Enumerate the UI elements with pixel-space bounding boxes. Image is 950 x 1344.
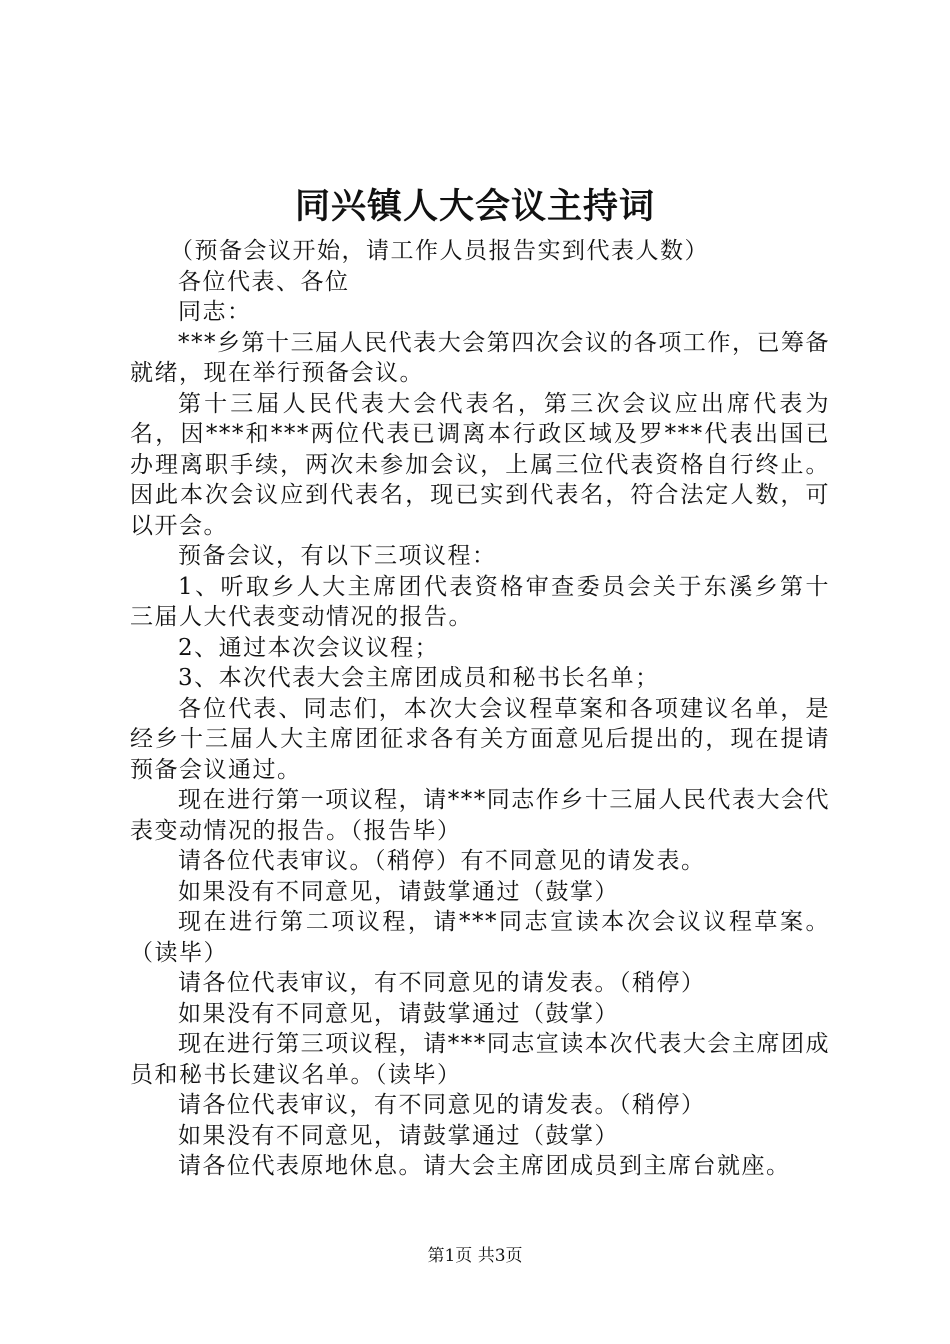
paragraph: 请各位代表审议，有不同意见的请发表。（稍停）: [178, 970, 706, 996]
paragraph: 现在进行第三项议程，请***同志宣读本次代表大会主席团成员和秘书长建议名单。（读毕）: [130, 1031, 830, 1088]
paragraph: 现在进行第二项议程，请***同志宣读本次会议议程草案。（读毕）: [130, 909, 830, 966]
paragraph: 各位代表、同志们，本次大会议程草案和各项建议名单，是经乡十三届人大主席团征求各有关方面意见后提出的，现在提请预备会议通过。: [130, 695, 830, 783]
paragraph: 预备会议，有以下三项议程：: [178, 543, 497, 569]
paragraph: 第十三届人民代表大会代表名，第三次会议应出席代表为名，因***和***两位代表已调离本行政区域及罗***代表出国已办理离职手续，两次未参加会议，上属三位代表资格自行终止。因此本次会议应到代表名，现已实到代表名，符合法定人数，可以开会。: [130, 390, 830, 539]
paragraph: 3、本次代表大会主席团成员和秘书长名单；: [178, 665, 660, 691]
document-body: [130, 236, 830, 1182]
paragraph: 1、听取乡人大主席团代表资格审查委员会关于东溪乡第十三届人大代表变动情况的报告。: [130, 573, 830, 630]
paragraph: ***乡第十三届人民代表大会第四次会议的各项工作，已筹备就绪，现在举行预备会议。: [130, 329, 830, 386]
paragraph: 同志：: [178, 299, 252, 325]
paragraph: 各位代表、各位: [178, 268, 350, 295]
paragraph: 现在进行第一项议程，请***同志作乡十三届人民代表大会代表变动情况的报告。（报告毕）: [130, 787, 830, 844]
paragraph: 如果没有不同意见，请鼓掌通过（鼓掌）: [178, 878, 619, 905]
document-title: 同兴镇人大会议主持词: [294, 186, 655, 227]
paragraph: 2、通过本次会议议程；: [178, 634, 440, 661]
paragraph: 如果没有不同意见，请鼓掌通过（鼓掌）: [178, 1122, 619, 1149]
paragraph: 请各位代表审议。（稍停）有不同意见的请发表。: [178, 848, 706, 874]
page-footer: 第1页 共3页: [427, 1246, 523, 1266]
paragraph: （预备会议开始，请工作人员报告实到代表人数）: [170, 238, 709, 264]
paragraph: 请各位代表原地休息。请大会主席团成员到主席台就座。: [178, 1153, 791, 1179]
paragraph: 如果没有不同意见，请鼓掌通过（鼓掌）: [178, 1000, 619, 1027]
paragraph: 请各位代表审议，有不同意见的请发表。（稍停）: [178, 1092, 706, 1118]
